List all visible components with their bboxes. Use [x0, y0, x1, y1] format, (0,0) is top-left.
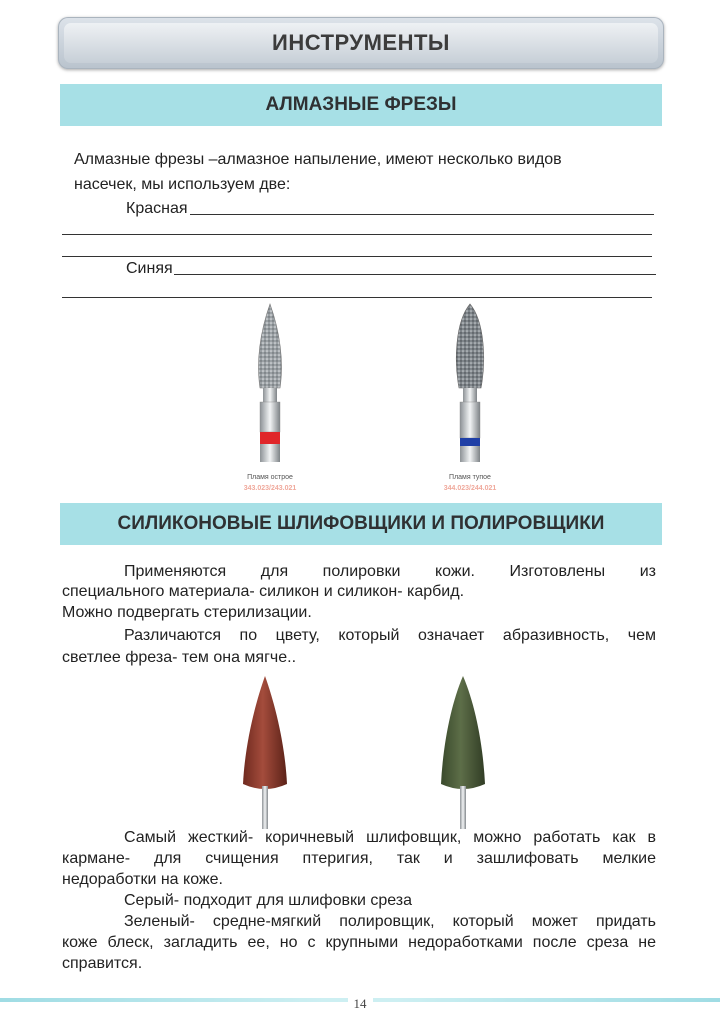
silicone-polishers-image	[235, 674, 495, 829]
paragraph-2: Можно подвергать стерилизации.	[62, 604, 312, 621]
paragraph-3: Различаются по цвету, который означает абразивность, чем	[124, 627, 656, 644]
paragraph-6-line-2: коже блеск, загладить ее, но с крупными недоработками после среза не	[62, 934, 656, 951]
paragraph-1: Применяются для полировки кожи. Изготовлены из	[124, 563, 656, 580]
brown-silicone-cone	[243, 676, 287, 829]
section-title: АЛМАЗНЫЕ ФРЕЗЫ	[265, 94, 457, 115]
fill-line	[62, 234, 652, 235]
blue-band	[460, 438, 480, 446]
paragraph-6: Зеленый- средне-мягкий полировщик, который может придать	[124, 913, 656, 930]
paragraph-5: Серый- подходит для шлифовки среза	[124, 892, 413, 909]
bur-right-caption: Пламя тупое	[449, 474, 491, 481]
paragraph-6-line-3: справится.	[62, 955, 143, 972]
page-title: ИНСТРУМЕНТЫ	[272, 30, 450, 55]
paragraph-4-line-3: недоработки на коже.	[62, 871, 223, 888]
fill-line	[62, 297, 652, 298]
section-heading-silicone-polishers	[60, 503, 662, 545]
page-header	[58, 17, 664, 69]
blue-label: Синяя	[126, 260, 173, 277]
intro-line-2: насечек, мы используем две:	[74, 176, 291, 193]
bur-left-code: 343.023/243.021	[243, 485, 297, 492]
diamond-burs-image	[230, 302, 530, 462]
section-title: СИЛИКОНОВЫЕ ШЛИФОВЩИКИ И ПОЛИРОВЩИКИ	[117, 513, 605, 534]
paragraph-4: Самый жесткий- коричневый шлифовщик, можно работать как в	[124, 829, 656, 846]
green-silicone-cone	[441, 676, 485, 829]
paragraph-1-line-2: специального материала- силикон и силикон- карбид.	[62, 583, 465, 600]
blunt-flame-bur	[456, 304, 483, 462]
paragraph-4-line-2: кармане- для счищения птеригия, так и зашлифовать мелкие	[62, 850, 656, 867]
intro-line-1: Алмазные фрезы –алмазное напыление, имеют несколько видов	[74, 151, 562, 168]
fill-line	[190, 214, 654, 215]
section-heading-diamond-burs	[60, 84, 662, 126]
paragraph-3-line-2: светлее фреза- тем она мягче..	[62, 649, 297, 666]
bur-left-caption: Пламя острое	[247, 474, 293, 481]
fill-line	[174, 274, 656, 275]
red-band	[260, 432, 280, 444]
bur-right-code: 344.023/244.021	[443, 485, 497, 492]
red-label: Красная	[126, 200, 188, 217]
page-number: 14	[348, 996, 373, 1011]
page-number-container	[0, 996, 720, 1012]
pointed-flame-bur	[258, 304, 281, 462]
